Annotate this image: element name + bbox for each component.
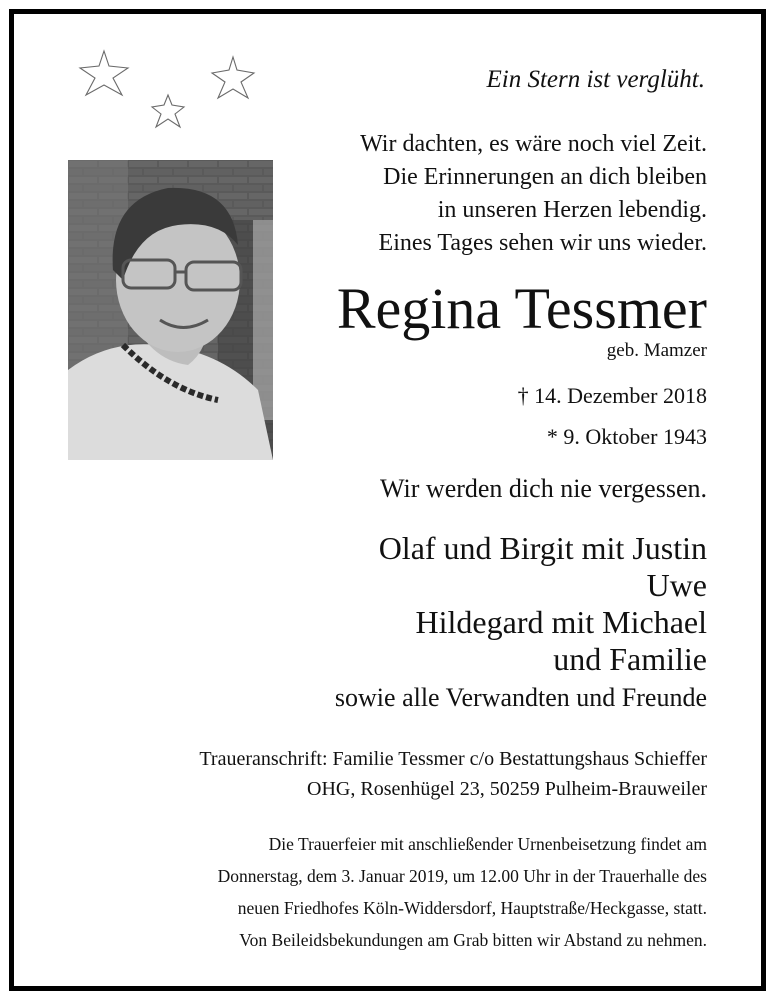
birth-name: geb. Mamzer [606, 340, 707, 361]
mourner-line: Uwe [646, 567, 707, 603]
mourner-line: Olaf und Birgit mit Justin [378, 530, 707, 566]
mourners-list [379, 530, 707, 678]
service-line: Donnerstag, dem 3. Januar 2019, um 12.00 Uhr in der Trauerhalle des [217, 866, 707, 886]
death-date: † 14. Dezember 2018 [517, 383, 707, 408]
address-line: OHG, Rosenhügel 23, 50259 Pulheim-Brauweiler [307, 778, 707, 800]
mourning-address [199, 744, 707, 804]
farewell-line: Wir werden dich nie vergessen. [380, 474, 707, 503]
service-line: Die Trauerfeier mit anschließender Urnenbeisetzung findet am [268, 834, 707, 854]
service-line: Von Beileidsbekundungen am Grab bitten wir Abstand zu nehmen. [239, 930, 707, 950]
poem-line: Die Erinnerungen an dich bleiben [383, 164, 707, 190]
star-icon [80, 51, 128, 95]
motto: Ein Stern ist verglüht. [486, 66, 705, 93]
mourner-line: Hildegard mit Michael [415, 604, 707, 640]
portrait-photo [68, 160, 273, 460]
stars-decoration [65, 45, 275, 145]
star-icon [152, 95, 184, 127]
service-info [218, 828, 707, 956]
poem [360, 128, 707, 260]
star-icon [212, 57, 254, 98]
relatives-line: sowie alle Verwandten und Freunde [334, 683, 707, 712]
poem-line: Wir dachten, es wäre noch viel Zeit. [360, 131, 707, 157]
poem-line: in unseren Herzen lebendig. [437, 197, 707, 223]
address-line: Traueranschrift: Familie Tessmer c/o Bestattungshaus Schieffer [199, 748, 707, 770]
poem-line: Eines Tages sehen wir uns wieder. [378, 230, 707, 256]
birth-date: * 9. Oktober 1943 [546, 424, 707, 449]
deceased-name: Regina Tessmer [336, 276, 707, 341]
service-line: neuen Friedhofes Köln-Widdersdorf, Hauptstraße/Heckgasse, statt. [237, 898, 707, 918]
mourner-line: und Familie [553, 641, 707, 677]
